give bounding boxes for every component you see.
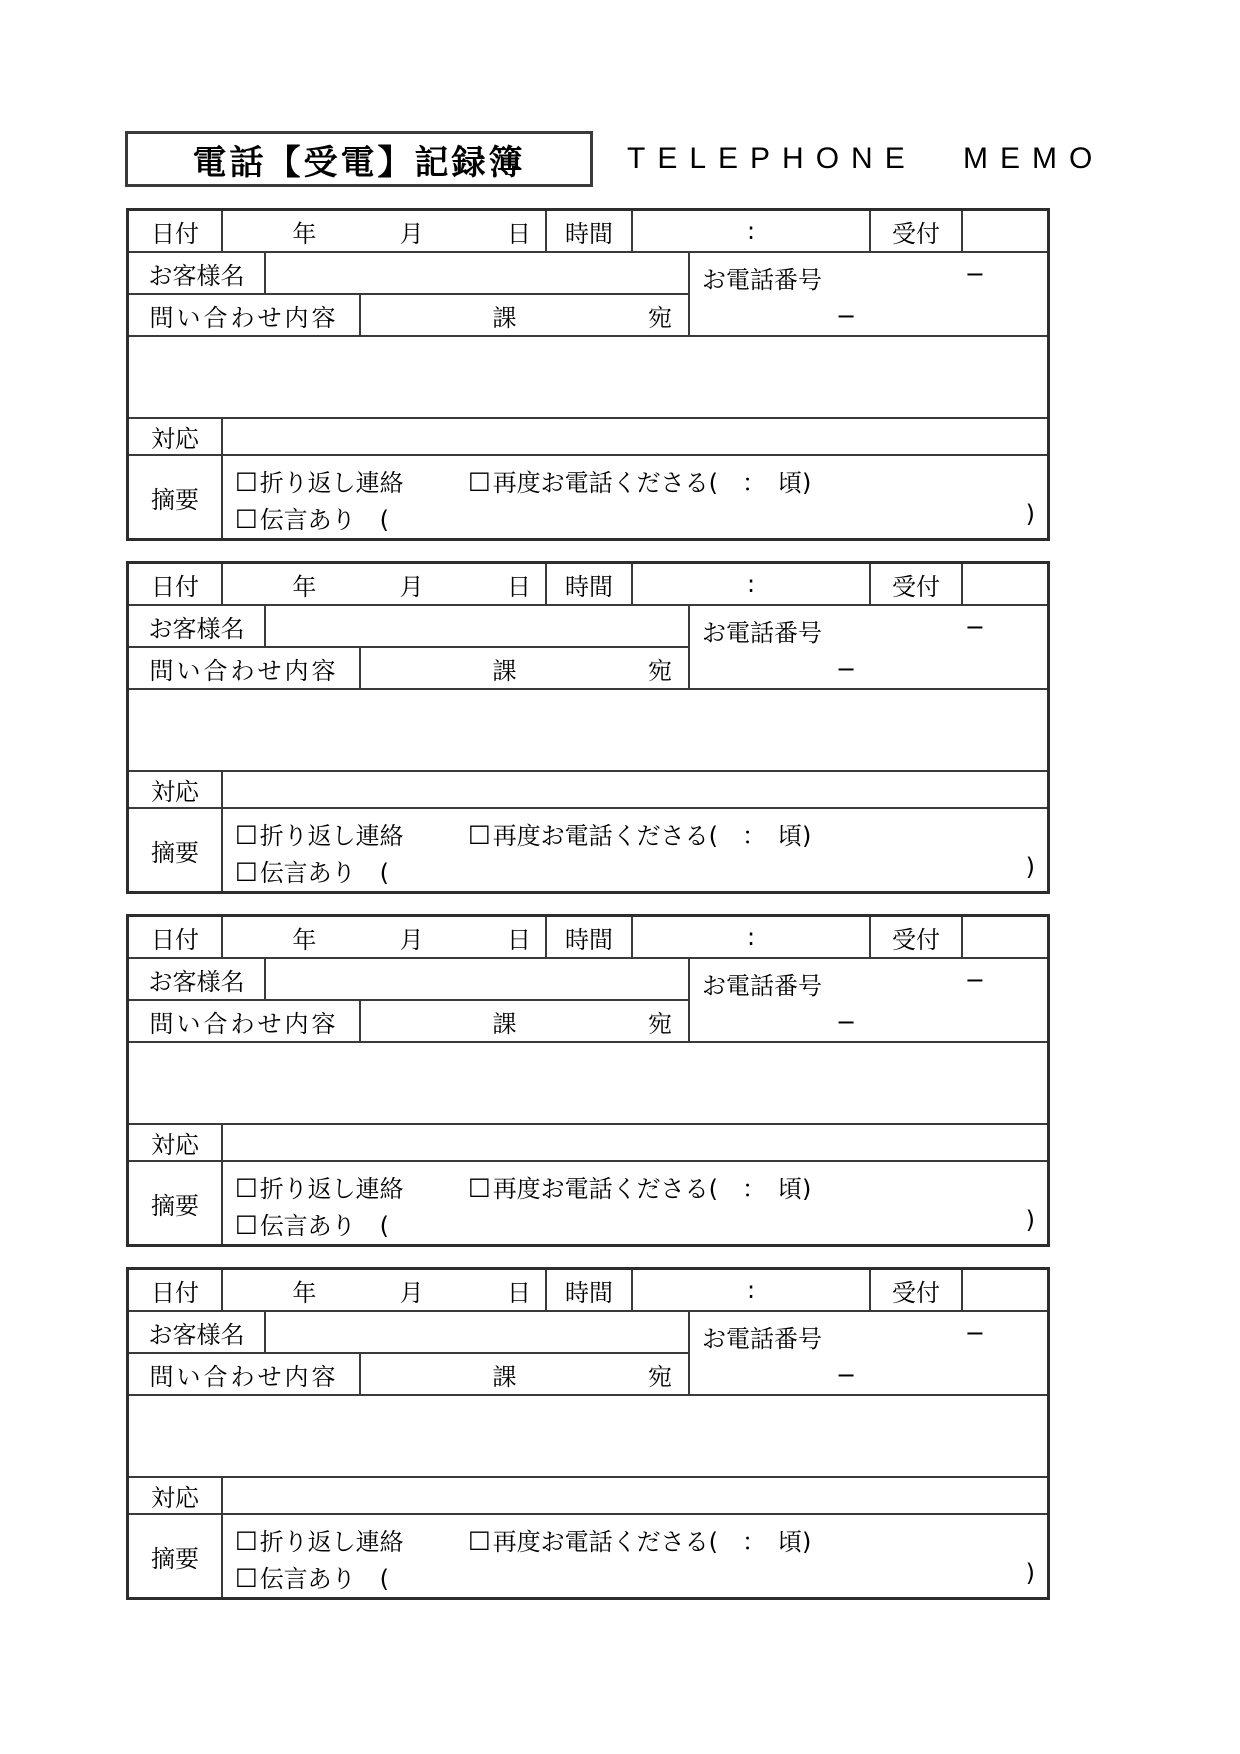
customer-row — [129, 253, 688, 295]
inquiry-label: 問い合わせ内容 — [129, 648, 361, 688]
call-again-option[interactable] — [468, 463, 811, 498]
month-label: 月 — [399, 219, 424, 248]
date-label: 日付 — [129, 917, 223, 957]
call-again-option[interactable] — [468, 816, 811, 851]
phone-dash: − — [964, 613, 985, 641]
callback-option-label: 折り返し連絡 — [259, 468, 404, 497]
reception-label: 受付 — [871, 1270, 963, 1310]
inquiry-label: 問い合わせ内容 — [129, 1001, 361, 1041]
checkbox-icon[interactable]: □ — [235, 466, 258, 494]
callback-option-label: 折り返し連絡 — [259, 1174, 404, 1203]
telephone-memo-block — [126, 208, 1050, 541]
time-input-cell[interactable] — [633, 1270, 871, 1310]
time-input-cell[interactable] — [633, 917, 871, 957]
section-addressee-input-cell[interactable] — [361, 1001, 688, 1041]
call-again-option-label: 再度お電話くださる( ： 頃) — [492, 468, 812, 497]
inquiry-content-input-area[interactable] — [129, 1043, 1047, 1125]
reception-input-cell[interactable] — [963, 564, 1047, 604]
time-colon: : — [746, 923, 756, 951]
customer-name-input-cell[interactable] — [266, 253, 688, 293]
month-label: 月 — [399, 1278, 424, 1307]
date-input-cell[interactable] — [223, 564, 547, 604]
call-again-option-label: 再度お電話くださる( ： 頃) — [492, 1174, 812, 1203]
phone-number-input-cell[interactable] — [688, 1312, 1047, 1394]
customer-name-label: お客様名 — [129, 606, 266, 646]
customer-inquiry-left — [129, 253, 688, 335]
message-close-paren: ) — [1025, 853, 1035, 881]
message-close-paren: ) — [1025, 500, 1035, 528]
summary-row — [129, 1162, 1047, 1244]
summary-content — [223, 1162, 1047, 1244]
customer-inquiry-rows — [129, 959, 1047, 1043]
summary-line-2 — [235, 1560, 1037, 1592]
response-input-cell[interactable] — [223, 772, 1047, 807]
callback-option[interactable] — [235, 1522, 468, 1557]
date-time-row — [129, 211, 1047, 253]
message-option-label: 伝言あり ( — [259, 1564, 390, 1593]
customer-name-input-cell[interactable] — [266, 959, 688, 999]
checkbox-icon[interactable]: □ — [235, 819, 258, 847]
customer-name-label: お客様名 — [129, 959, 266, 999]
date-time-row — [129, 564, 1047, 606]
summary-row — [129, 456, 1047, 538]
day-label: 日 — [506, 1278, 531, 1307]
date-label: 日付 — [129, 211, 223, 251]
inquiry-content-input-area[interactable] — [129, 337, 1047, 419]
inquiry-content-input-area[interactable] — [129, 1396, 1047, 1478]
inquiry-label: 問い合わせ内容 — [129, 1354, 361, 1394]
summary-label: 摘要 — [129, 1515, 223, 1597]
addressee-label: 宛 — [648, 1362, 672, 1391]
addressee-label: 宛 — [648, 656, 672, 685]
section-label: 課 — [492, 303, 517, 332]
inquiry-row — [129, 1354, 688, 1394]
phone-dash: − — [836, 655, 857, 683]
customer-name-input-cell[interactable] — [266, 606, 688, 646]
customer-inquiry-left — [129, 959, 688, 1041]
reception-input-cell[interactable] — [963, 1270, 1047, 1310]
time-label: 時間 — [547, 1270, 633, 1310]
section-addressee-input-cell[interactable] — [361, 295, 688, 335]
call-again-option-label: 再度お電話くださる( ： 頃) — [492, 1527, 812, 1556]
month-label: 月 — [399, 572, 424, 601]
checkbox-icon[interactable]: □ — [235, 503, 258, 531]
callback-option[interactable] — [235, 1169, 468, 1204]
phone-dash: − — [836, 302, 857, 330]
checkbox-icon[interactable]: □ — [235, 856, 258, 884]
summary-line-1 — [235, 817, 1037, 849]
response-row — [129, 1478, 1047, 1515]
section-label: 課 — [492, 1009, 517, 1038]
reception-label: 受付 — [871, 917, 963, 957]
message-close-paren: ) — [1025, 1559, 1035, 1587]
reception-label: 受付 — [871, 564, 963, 604]
response-input-cell[interactable] — [223, 1125, 1047, 1160]
checkbox-icon[interactable]: □ — [468, 819, 491, 847]
message-option[interactable] — [235, 853, 389, 888]
response-row — [129, 1125, 1047, 1162]
day-label: 日 — [506, 572, 531, 601]
time-label: 時間 — [547, 211, 633, 251]
phone-number-label: お電話番号 — [702, 266, 822, 294]
date-time-row — [129, 1270, 1047, 1312]
message-option[interactable] — [235, 500, 389, 535]
time-label: 時間 — [547, 564, 633, 604]
inquiry-label: 問い合わせ内容 — [129, 295, 361, 335]
summary-label: 摘要 — [129, 456, 223, 538]
summary-label: 摘要 — [129, 809, 223, 891]
call-again-option[interactable] — [468, 1522, 811, 1557]
phone-dash: − — [836, 1361, 857, 1389]
response-input-cell[interactable] — [223, 1478, 1047, 1513]
summary-line-2 — [235, 501, 1037, 533]
date-label: 日付 — [129, 1270, 223, 1310]
customer-inquiry-rows — [129, 1312, 1047, 1396]
message-option[interactable] — [235, 1206, 389, 1241]
message-close-paren: ) — [1025, 1206, 1035, 1234]
summary-line-1 — [235, 464, 1037, 496]
summary-line-1 — [235, 1523, 1037, 1555]
page-title: 電話【受電】記録簿 — [192, 142, 526, 183]
year-label: 年 — [292, 219, 317, 248]
form-title-box — [125, 131, 593, 187]
time-colon: : — [746, 1276, 756, 1304]
response-label: 対応 — [129, 1125, 223, 1160]
phone-dash: − — [964, 1319, 985, 1347]
addressee-label: 宛 — [648, 303, 672, 332]
callback-option-label: 折り返し連絡 — [259, 821, 404, 850]
phone-dash: − — [836, 1008, 857, 1036]
message-option[interactable] — [235, 1559, 389, 1594]
checkbox-icon[interactable]: □ — [235, 1209, 258, 1237]
response-row — [129, 419, 1047, 456]
inquiry-content-input-area[interactable] — [129, 690, 1047, 772]
phone-number-input-cell[interactable] — [688, 959, 1047, 1041]
customer-inquiry-left — [129, 1312, 688, 1394]
phone-number-label: お電話番号 — [702, 972, 822, 1000]
phone-dash: − — [964, 966, 985, 994]
checkbox-icon[interactable]: □ — [235, 1562, 258, 1590]
year-label: 年 — [292, 1278, 317, 1307]
summary-line-2 — [235, 854, 1037, 886]
addressee-label: 宛 — [648, 1009, 672, 1038]
customer-inquiry-rows — [129, 253, 1047, 337]
callback-option[interactable] — [235, 463, 468, 498]
checkbox-icon[interactable]: □ — [468, 466, 491, 494]
date-input-cell[interactable] — [223, 1270, 547, 1310]
summary-content — [223, 1515, 1047, 1597]
inquiry-row — [129, 648, 688, 688]
section-addressee-input-cell[interactable] — [361, 1354, 688, 1394]
date-label: 日付 — [129, 564, 223, 604]
section-label: 課 — [492, 1362, 517, 1391]
checkbox-icon[interactable]: □ — [468, 1525, 491, 1553]
reception-input-cell[interactable] — [963, 917, 1047, 957]
time-colon: : — [746, 217, 756, 245]
summary-line-1 — [235, 1170, 1037, 1202]
telephone-memo-block — [126, 914, 1050, 1247]
phone-dash: − — [964, 260, 985, 288]
callback-option[interactable] — [235, 816, 468, 851]
summary-line-2 — [235, 1207, 1037, 1239]
response-label: 対応 — [129, 772, 223, 807]
summary-content — [223, 456, 1047, 538]
inquiry-row — [129, 1001, 688, 1041]
reception-input-cell[interactable] — [963, 211, 1047, 251]
date-input-cell[interactable] — [223, 211, 547, 251]
section-label: 課 — [492, 656, 517, 685]
response-label: 対応 — [129, 1478, 223, 1513]
time-input-cell[interactable] — [633, 211, 871, 251]
summary-content — [223, 809, 1047, 891]
time-input-cell[interactable] — [633, 564, 871, 604]
date-input-cell[interactable] — [223, 917, 547, 957]
inquiry-row — [129, 295, 688, 335]
customer-row — [129, 959, 688, 1001]
checkbox-icon[interactable]: □ — [468, 1172, 491, 1200]
response-row — [129, 772, 1047, 809]
message-option-label: 伝言あり ( — [259, 1211, 390, 1240]
customer-name-input-cell[interactable] — [266, 1312, 688, 1352]
month-label: 月 — [399, 925, 424, 954]
response-label: 対応 — [129, 419, 223, 454]
call-again-option[interactable] — [468, 1169, 811, 1204]
callback-option-label: 折り返し連絡 — [259, 1527, 404, 1556]
year-label: 年 — [292, 572, 317, 601]
date-time-row — [129, 917, 1047, 959]
customer-inquiry-left — [129, 606, 688, 688]
phone-number-input-cell[interactable] — [688, 606, 1047, 688]
summary-row — [129, 1515, 1047, 1597]
call-again-option-label: 再度お電話くださる( ： 頃) — [492, 821, 812, 850]
telephone-memo-block — [126, 1267, 1050, 1600]
customer-name-label: お客様名 — [129, 253, 266, 293]
phone-number-label: お電話番号 — [702, 1325, 822, 1353]
customer-name-label: お客様名 — [129, 1312, 266, 1352]
phone-number-input-cell[interactable] — [688, 253, 1047, 335]
message-option-label: 伝言あり ( — [259, 505, 390, 534]
section-addressee-input-cell[interactable] — [361, 648, 688, 688]
page-subtitle: TELEPHONE MEMO — [627, 142, 1105, 175]
time-label: 時間 — [547, 917, 633, 957]
summary-row — [129, 809, 1047, 891]
response-input-cell[interactable] — [223, 419, 1047, 454]
day-label: 日 — [506, 219, 531, 248]
day-label: 日 — [506, 925, 531, 954]
reception-label: 受付 — [871, 211, 963, 251]
customer-row — [129, 606, 688, 648]
customer-inquiry-rows — [129, 606, 1047, 690]
phone-number-label: お電話番号 — [702, 619, 822, 647]
summary-label: 摘要 — [129, 1162, 223, 1244]
message-option-label: 伝言あり ( — [259, 858, 390, 887]
telephone-memo-block — [126, 561, 1050, 894]
time-colon: : — [746, 570, 756, 598]
checkbox-icon[interactable]: □ — [235, 1525, 258, 1553]
year-label: 年 — [292, 925, 317, 954]
checkbox-icon[interactable]: □ — [235, 1172, 258, 1200]
customer-row — [129, 1312, 688, 1354]
